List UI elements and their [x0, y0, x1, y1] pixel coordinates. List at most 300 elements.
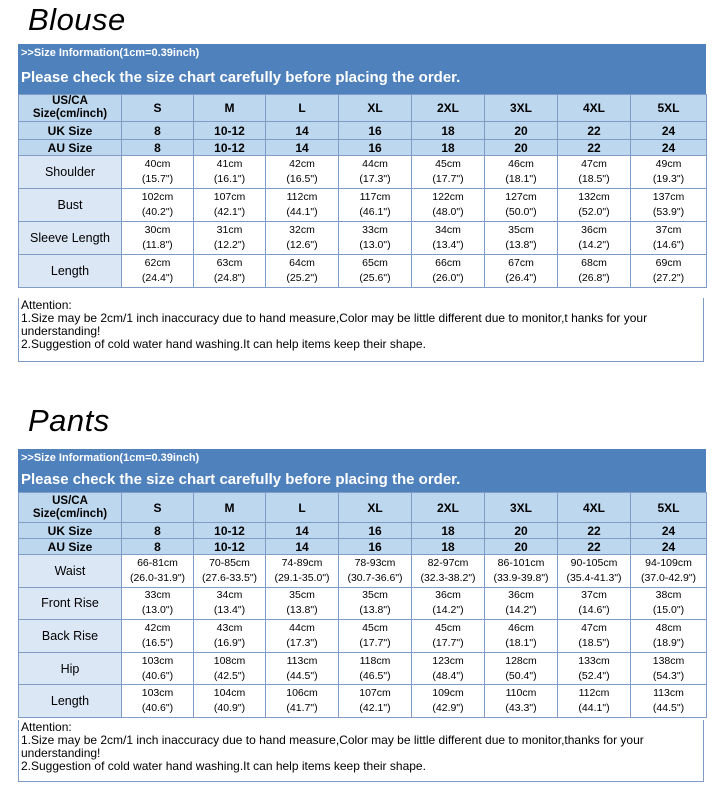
value-cm: 113cm — [653, 687, 684, 700]
measurement-cell — [412, 156, 485, 189]
value-inch: (17.7") — [359, 636, 391, 649]
measurement-row — [19, 189, 707, 222]
measurement-cell — [558, 555, 631, 588]
uk-size-row-cell: 16 — [339, 122, 412, 140]
uk-size-row-cell: 22 — [558, 523, 631, 539]
value-inch: (13.8") — [359, 604, 391, 617]
us-size-row-cell: S — [122, 95, 194, 122]
us-size-row-cell: 4XL — [558, 493, 631, 523]
blouse-title: Blouse — [28, 2, 126, 37]
measurement-cell — [631, 620, 707, 653]
value-cm: 46cm — [508, 158, 534, 170]
value-cm: 42cm — [289, 158, 315, 170]
value-inch: (42.1") — [359, 702, 391, 715]
uk-size-row-cell: 22 — [558, 122, 631, 140]
us-size-row-cell: L — [266, 493, 339, 523]
value-inch: (50.4") — [505, 669, 537, 682]
us-size-row-label: US/CA Size(cm/inch) — [19, 95, 122, 122]
uk-size-row-cell: 8 — [122, 122, 194, 140]
au-size-row-cell: 20 — [485, 140, 558, 156]
value-inch: (29.1-35.0") — [274, 571, 330, 584]
value-cm: 109cm — [432, 687, 464, 700]
value-inch: (14.2") — [505, 604, 537, 617]
value-cm: 41cm — [216, 158, 243, 170]
measurement-cell — [485, 555, 558, 588]
au-size-row-cell: 22 — [558, 539, 631, 555]
measurement-cell — [412, 685, 485, 718]
value-cm: 113cm — [286, 654, 318, 667]
measurement-cell — [412, 652, 485, 685]
value-cm: 62cm — [144, 257, 171, 269]
value-cm: 42cm — [144, 621, 171, 634]
value-cm: 66cm — [435, 257, 461, 269]
attention-note-2: 2.Suggestion of cold water hand washing.It can help items keep their shape. — [21, 337, 426, 351]
value-cm: 107cm — [213, 191, 246, 203]
value-inch: (13.8") — [286, 604, 318, 617]
measurement-cell — [558, 156, 631, 189]
us-size-row — [19, 493, 707, 523]
measurement-cell — [339, 222, 412, 255]
measurement-cell — [485, 156, 558, 189]
measurement-label: Hip — [19, 652, 122, 685]
measurement-cell — [631, 555, 707, 588]
attention-note-1: 1.Size may be 2cm/1 inch inaccuracy due to hand measure,Color may be little different due to monitor,thanks for your understanding! — [21, 733, 644, 760]
value-cm: 30cm — [144, 224, 171, 236]
value-cm: 112cm — [286, 191, 318, 203]
value-inch: (13.4") — [213, 604, 246, 617]
measurement-cell — [485, 255, 558, 288]
value-inch: (43.3") — [505, 702, 537, 715]
value-cm: 108cm — [213, 654, 246, 667]
value-inch: (33.9-39.8") — [493, 571, 549, 584]
measurement-cell — [122, 685, 194, 718]
value-inch: (46.1") — [359, 206, 391, 218]
value-inch: (12.6") — [286, 239, 318, 251]
value-inch: (19.3") — [652, 173, 685, 185]
us-size-row-cell: 3XL — [485, 95, 558, 122]
value-inch: (27.6-33.5") — [201, 571, 258, 584]
value-cm: 45cm — [435, 158, 461, 170]
measurement-cell — [122, 620, 194, 653]
value-inch: (48.4") — [432, 669, 464, 682]
au-size-row-cell: 10-12 — [194, 539, 266, 555]
value-inch: (18.5") — [578, 636, 610, 649]
value-inch: (52.4") — [578, 669, 610, 682]
value-inch: (40.2") — [141, 206, 174, 218]
uk-size-row — [19, 523, 707, 539]
measurement-cell — [266, 587, 339, 620]
blouse-banner-notice: Please check the size chart carefully before placing the order. — [21, 69, 461, 86]
value-cm: 68cm — [581, 257, 607, 269]
measurement-cell — [194, 156, 266, 189]
au-size-row-cell: 20 — [485, 539, 558, 555]
value-inch: (11.8") — [142, 239, 173, 251]
value-inch: (26.8") — [578, 272, 610, 284]
blouse-size-table — [18, 94, 707, 288]
measurement-cell — [558, 255, 631, 288]
value-cm: 44cm — [362, 158, 388, 170]
value-cm: 103cm — [141, 654, 174, 667]
value-inch: (16.9") — [213, 636, 246, 649]
uk-size-row-label: UK Size — [19, 122, 122, 140]
value-cm: 67cm — [508, 257, 534, 269]
value-cm: 34cm — [216, 589, 243, 602]
uk-size-row — [19, 122, 707, 140]
value-inch: (37.0-42.9") — [640, 571, 697, 584]
value-cm: 43cm — [216, 621, 243, 634]
value-cm: 86-101cm — [497, 556, 545, 569]
measurement-label: Back Rise — [19, 620, 122, 653]
value-cm: 40cm — [144, 158, 171, 170]
measurement-cell — [412, 222, 485, 255]
us-size-row-cell: L — [266, 95, 339, 122]
value-inch: (25.6") — [359, 272, 391, 284]
measurement-label: Sleeve Length — [19, 222, 122, 255]
au-size-row-cell: 10-12 — [194, 140, 266, 156]
us-size-row-cell: 5XL — [631, 95, 707, 122]
value-cm: 118cm — [359, 654, 391, 667]
au-size-row-cell: 16 — [339, 140, 412, 156]
measurement-cell — [122, 156, 194, 189]
us-size-row-cell: 2XL — [412, 493, 485, 523]
value-cm: 37cm — [655, 224, 682, 236]
measurement-cell — [194, 189, 266, 222]
uk-size-row-cell: 20 — [485, 122, 558, 140]
measurement-cell — [485, 652, 558, 685]
value-inch: (13.0") — [141, 604, 174, 617]
measurement-cell — [266, 620, 339, 653]
value-cm: 82-97cm — [427, 556, 469, 569]
measurement-cell — [339, 685, 412, 718]
value-cm: 35cm — [289, 589, 315, 602]
pants-banner — [18, 449, 706, 492]
measurement-cell — [558, 222, 631, 255]
au-size-row-cell: 16 — [339, 539, 412, 555]
au-size-row-cell: 18 — [412, 140, 485, 156]
uk-size-row-cell: 14 — [266, 122, 339, 140]
au-size-row-cell: 8 — [122, 539, 194, 555]
measurement-cell — [339, 189, 412, 222]
value-cm: 104cm — [213, 687, 246, 700]
au-size-row — [19, 140, 707, 156]
measurement-label: Length — [19, 685, 122, 718]
value-cm: 70-85cm — [209, 556, 250, 569]
value-inch: (16.5") — [141, 636, 174, 649]
value-cm: 37cm — [581, 589, 607, 602]
measurement-cell — [485, 620, 558, 653]
measurement-cell — [266, 255, 339, 288]
value-inch: (52.0") — [578, 206, 610, 218]
measurement-cell — [558, 685, 631, 718]
au-size-row — [19, 539, 707, 555]
measurement-cell — [266, 156, 339, 189]
attention-heading: Attention: — [21, 720, 72, 734]
value-inch: (15.7") — [141, 173, 174, 185]
us-size-row-cell: M — [194, 95, 266, 122]
value-cm: 45cm — [435, 621, 461, 634]
value-cm: 45cm — [362, 621, 388, 634]
us-size-row-cell: XL — [339, 493, 412, 523]
value-inch: (35.4-41.3") — [566, 571, 622, 584]
value-inch: (25.2") — [286, 272, 318, 284]
value-inch: (14.6") — [578, 604, 610, 617]
measurement-cell — [485, 222, 558, 255]
measurement-cell — [339, 156, 412, 189]
value-inch: (40.6") — [141, 669, 174, 682]
value-inch: (48.0") — [432, 206, 464, 218]
pants-attention — [18, 720, 704, 782]
measurement-cell — [485, 587, 558, 620]
value-cm: 122cm — [432, 191, 464, 203]
value-cm: 33cm — [144, 589, 171, 602]
measurement-cell — [558, 587, 631, 620]
value-inch: (32.3-38.2") — [420, 571, 476, 584]
measurement-cell — [631, 156, 707, 189]
pants-size-table — [18, 492, 707, 718]
measurement-row — [19, 555, 707, 588]
measurement-cell — [339, 587, 412, 620]
value-inch: (16.1") — [213, 173, 246, 185]
measurement-cell — [412, 620, 485, 653]
value-inch: (46.5") — [359, 669, 391, 682]
measurement-cell — [194, 652, 266, 685]
value-cm: 107cm — [359, 687, 391, 700]
us-size-row-cell: 3XL — [485, 493, 558, 523]
au-size-row-cell: 22 — [558, 140, 631, 156]
blouse-banner — [18, 44, 706, 94]
value-inch: (12.2") — [213, 239, 246, 251]
measurement-row — [19, 652, 707, 685]
uk-size-row-cell: 18 — [412, 122, 485, 140]
pants-title: Pants — [28, 403, 110, 438]
uk-size-row-cell: 8 — [122, 523, 194, 539]
measurement-cell — [412, 255, 485, 288]
au-size-row-cell: 8 — [122, 140, 194, 156]
value-inch: (44.1") — [578, 702, 610, 715]
value-cm: 66-81cm — [137, 556, 178, 569]
value-cm: 133cm — [578, 654, 610, 667]
value-inch: (17.7") — [432, 173, 464, 185]
value-inch: (13.0") — [359, 239, 391, 251]
value-cm: 78-93cm — [354, 556, 396, 569]
measurement-cell — [122, 555, 194, 588]
value-cm: 102cm — [141, 191, 174, 203]
value-cm: 112cm — [578, 687, 610, 700]
value-cm: 32cm — [289, 224, 315, 236]
value-cm: 127cm — [505, 191, 537, 203]
measurement-cell — [485, 685, 558, 718]
value-inch: (30.7-36.6") — [347, 571, 403, 584]
value-cm: 36cm — [508, 589, 534, 602]
measurement-cell — [194, 620, 266, 653]
value-inch: (40.6") — [141, 702, 174, 715]
measurement-cell — [194, 255, 266, 288]
pants-banner-info: >>Size Information(1cm=0.39inch) — [21, 452, 200, 464]
value-cm: 36cm — [581, 224, 607, 236]
measurement-cell — [194, 685, 266, 718]
value-cm: 137cm — [652, 191, 685, 203]
measurement-cell — [485, 189, 558, 222]
measurement-cell — [631, 587, 707, 620]
value-inch: (17.3") — [286, 636, 318, 649]
value-inch: (44.1") — [286, 206, 318, 218]
au-size-row-cell: 14 — [266, 539, 339, 555]
value-inch: (27.2") — [652, 272, 685, 284]
uk-size-row-cell: 20 — [485, 523, 558, 539]
value-cm: 34cm — [435, 224, 461, 236]
measurement-cell — [558, 652, 631, 685]
us-size-row — [19, 95, 707, 122]
measurement-cell — [412, 555, 485, 588]
us-size-row-label: US/CA Size(cm/inch) — [19, 493, 122, 523]
value-cm: 38cm — [655, 589, 682, 602]
value-inch: (42.9") — [432, 702, 464, 715]
uk-size-row-cell: 14 — [266, 523, 339, 539]
measurement-cell — [631, 652, 707, 685]
value-cm: 123cm — [432, 654, 464, 667]
measurement-row — [19, 255, 707, 288]
value-inch: (54.3") — [652, 669, 685, 682]
measurement-row — [19, 156, 707, 189]
attention-heading: Attention: — [21, 298, 72, 312]
blouse-attention — [18, 298, 704, 362]
value-cm: 103cm — [141, 687, 174, 700]
uk-size-row-label: UK Size — [19, 523, 122, 539]
measurement-cell — [122, 652, 194, 685]
value-cm: 64cm — [289, 257, 315, 269]
value-cm: 44cm — [289, 621, 315, 634]
measurement-cell — [266, 685, 339, 718]
value-inch: (15.0") — [652, 604, 685, 617]
value-cm: 138cm — [652, 654, 685, 667]
au-size-row-cell: 14 — [266, 140, 339, 156]
measurement-cell — [558, 189, 631, 222]
measurement-cell — [122, 189, 194, 222]
value-inch: (42.5") — [213, 669, 246, 682]
value-cm: 90-105cm — [570, 556, 618, 569]
measurement-cell — [631, 255, 707, 288]
value-inch: (14.2") — [432, 604, 464, 617]
measurement-cell — [631, 189, 707, 222]
value-inch: (14.2") — [578, 239, 610, 251]
measurement-cell — [558, 620, 631, 653]
measurement-cell — [631, 222, 707, 255]
measurement-label: Shoulder — [19, 156, 122, 189]
value-inch: (18.9") — [652, 636, 685, 649]
value-cm: 31cm — [216, 224, 243, 236]
value-cm: 110cm — [505, 687, 537, 700]
au-size-row-cell: 18 — [412, 539, 485, 555]
measurement-cell — [194, 587, 266, 620]
value-cm: 69cm — [655, 257, 682, 269]
au-size-row-label: AU Size — [19, 539, 122, 555]
uk-size-row-cell: 18 — [412, 523, 485, 539]
attention-note-2: 2.Suggestion of cold water hand washing.It can help items keep their shape. — [21, 759, 426, 773]
value-inch: (26.4") — [505, 272, 537, 284]
value-inch: (26.0-31.9") — [129, 571, 186, 584]
measurement-cell — [122, 255, 194, 288]
value-inch: (40.9") — [213, 702, 246, 715]
measurement-cell — [122, 587, 194, 620]
value-cm: 47cm — [581, 621, 607, 634]
measurement-cell — [266, 222, 339, 255]
measurement-cell — [194, 222, 266, 255]
measurement-cell — [339, 255, 412, 288]
value-inch: (24.8") — [213, 272, 246, 284]
attention-note-1: 1.Size may be 2cm/1 inch inaccuracy due to hand measure,Color may be little different due to monitor,t hanks for your understanding! — [21, 311, 648, 338]
value-inch: (18.5") — [578, 173, 610, 185]
uk-size-row-cell: 24 — [631, 122, 707, 140]
value-inch: (13.8") — [505, 239, 537, 251]
value-cm: 128cm — [505, 654, 537, 667]
measurement-row — [19, 222, 707, 255]
value-inch: (14.6") — [652, 239, 685, 251]
value-cm: 65cm — [362, 257, 388, 269]
value-cm: 49cm — [655, 158, 682, 170]
au-size-row-label: AU Size — [19, 140, 122, 156]
uk-size-row-cell: 16 — [339, 523, 412, 539]
value-inch: (18.1") — [505, 173, 537, 185]
measurement-row — [19, 685, 707, 718]
measurement-cell — [412, 189, 485, 222]
measurement-cell — [194, 555, 266, 588]
measurement-label: Front Rise — [19, 587, 122, 620]
us-size-row-cell: 4XL — [558, 95, 631, 122]
value-inch: (41.7") — [286, 702, 318, 715]
us-size-row-cell: S — [122, 493, 194, 523]
value-inch: (44.5") — [652, 702, 685, 715]
value-cm: 63cm — [216, 257, 243, 269]
us-size-row-cell: 2XL — [412, 95, 485, 122]
uk-size-row-cell: 10-12 — [194, 122, 266, 140]
measurement-cell — [412, 587, 485, 620]
measurement-cell — [339, 652, 412, 685]
measurement-cell — [339, 555, 412, 588]
measurement-row — [19, 587, 707, 620]
au-size-row-cell: 24 — [631, 539, 707, 555]
measurement-row — [19, 620, 707, 653]
value-inch: (53.9") — [652, 206, 685, 218]
measurement-cell — [631, 685, 707, 718]
value-cm: 74-89cm — [281, 556, 323, 569]
measurement-label: Bust — [19, 189, 122, 222]
value-cm: 47cm — [581, 158, 607, 170]
measurement-cell — [122, 222, 194, 255]
value-inch: (44.5") — [286, 669, 318, 682]
measurement-cell — [266, 555, 339, 588]
value-inch: (16.5") — [286, 173, 318, 185]
us-size-row-cell: 5XL — [631, 493, 707, 523]
value-cm: 132cm — [578, 191, 610, 203]
uk-size-row-cell: 10-12 — [194, 523, 266, 539]
blouse-banner-info: >>Size Information(1cm=0.39inch) — [21, 47, 200, 59]
value-cm: 46cm — [508, 621, 534, 634]
us-size-row-cell: XL — [339, 95, 412, 122]
value-inch: (50.0") — [505, 206, 537, 218]
measurement-label: Length — [19, 255, 122, 288]
uk-size-row-cell: 24 — [631, 523, 707, 539]
value-cm: 94-109cm — [645, 556, 692, 569]
value-inch: (24.4") — [141, 272, 174, 284]
value-cm: 106cm — [286, 687, 318, 700]
measurement-cell — [266, 652, 339, 685]
value-cm: 35cm — [508, 224, 534, 236]
measurement-label: Waist — [19, 555, 122, 588]
value-inch: (18.1") — [505, 636, 537, 649]
value-inch: (42.1") — [213, 206, 246, 218]
value-inch: (26.0") — [432, 272, 464, 284]
au-size-row-cell: 24 — [631, 140, 707, 156]
